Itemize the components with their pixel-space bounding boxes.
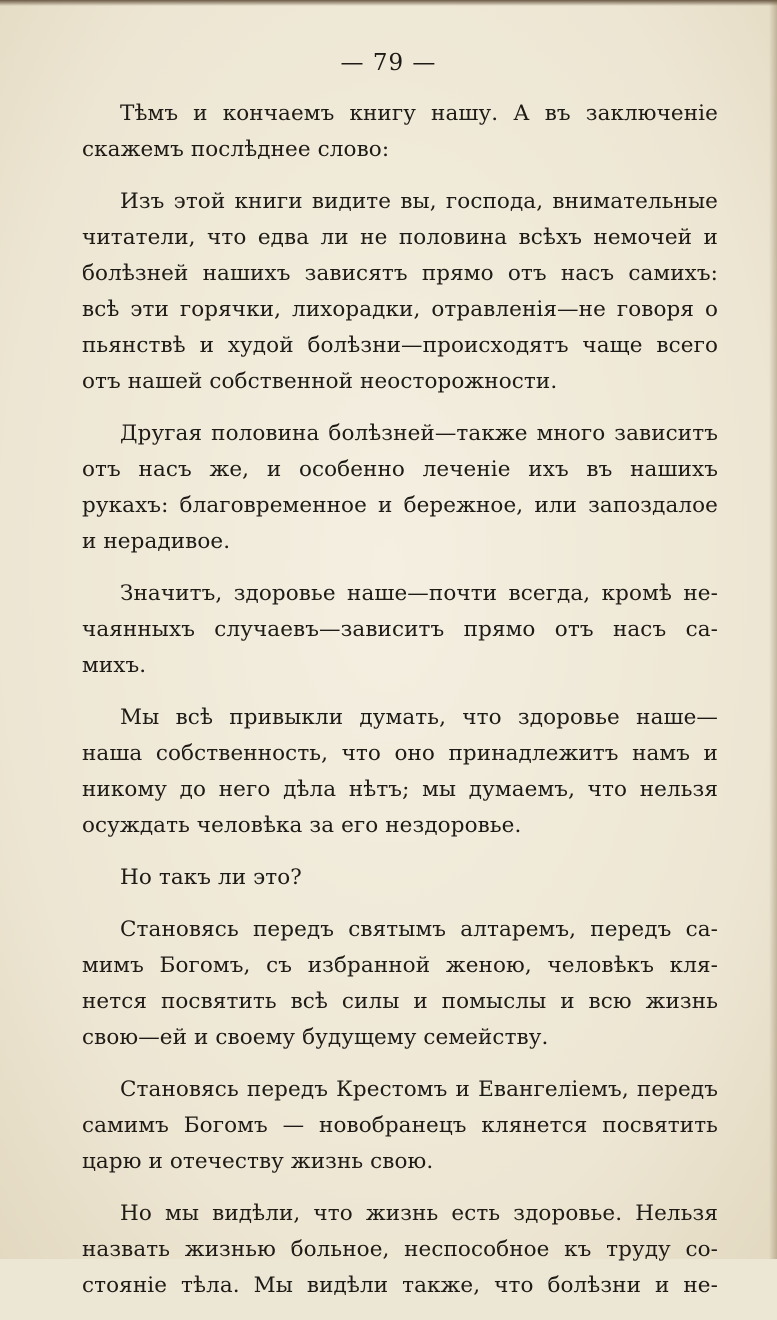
paragraph [82,1196,718,1304]
text-line: пьянствѣ и худой болѣзни—происходятъ чаще всего [82,333,718,358]
paragraph [82,700,718,844]
text-line: наша собственность, что оно принадлежитъ намъ и [82,741,718,766]
text-line: отъ насъ же, и особенно леченiе ихъ въ нашихъ [82,457,718,482]
text-line: читатели, что едва ли не половина всѣхъ немочей и [82,225,718,250]
text-line: осуждать человѣка за его нездоровье. [82,813,522,838]
text-line: чаянныхъ случаевъ—зависитъ прямо отъ насъ са- [82,617,718,642]
text-line: свою—ей и своему будущему семейству. [82,1025,549,1050]
text-line: мимъ Богомъ, съ избранной женою, человѣкъ кля- [82,953,718,978]
text-line: и нерадивое. [82,529,231,554]
paragraph [82,860,718,896]
page-number: — 79 — [340,50,437,76]
page-right-edge [769,0,777,1259]
text-line: самимъ Богомъ — новобранецъ клянется посвятить [82,1113,718,1138]
text-line: всѣ эти горячки, лихорадки, отравленiя—не говоря о [82,297,718,322]
paragraph [82,96,718,168]
text-line: Другая половина болѣзней—также много зависитъ [120,421,718,446]
body-text [82,96,718,1320]
text-line: Значитъ, здоровье наше—почти всегда, кромѣ не- [120,581,718,606]
text-line: болѣзней нашихъ зависятъ прямо отъ насъ самихъ: [82,261,718,286]
text-line: Изъ этой книги видите вы, господа, внимательные [120,189,718,214]
paragraph [82,416,718,560]
text-line: отъ нашей собственной неосторожности. [82,369,558,394]
text-line: нется посвятить всѣ силы и помыслы и всю жизнь [82,989,718,1014]
paragraph [82,184,718,400]
text-line: скажемъ послѣднее слово: [82,137,390,162]
paragraph [82,576,718,684]
text-line: Тѣмъ и кончаемъ книгу нашу. А въ заключенiе [120,101,718,126]
text-line: стоянiе тѣла. Мы видѣли также, что болѣзни и не- [82,1273,718,1298]
text-line: никому до него дѣла нѣтъ; мы думаемъ, что нельзя [82,777,718,802]
text-line: Становясь передъ святымъ алтаремъ, передъ са- [120,917,718,942]
text-line: царю и отечеству жизнь свою. [82,1149,434,1174]
text-line: Но такъ ли это? [120,865,302,890]
text-line: рукахъ: благовременное и бережное, или запоздалое [82,493,718,518]
text-line: Но мы видѣли, что жизнь есть здоровье. Нельзя [120,1201,718,1226]
paragraph [82,1072,718,1180]
text-line: михъ. [82,653,147,678]
paragraph [82,912,718,1056]
text-line: Становясь передъ Крестомъ и Евангелiемъ, передъ [120,1077,718,1102]
text-line: Мы всѣ привыкли думать, что здоровье наше— [120,705,718,730]
page-top-edge [0,0,777,6]
text-line: назвать жизнью больное, неспособное къ труду со- [82,1237,718,1262]
